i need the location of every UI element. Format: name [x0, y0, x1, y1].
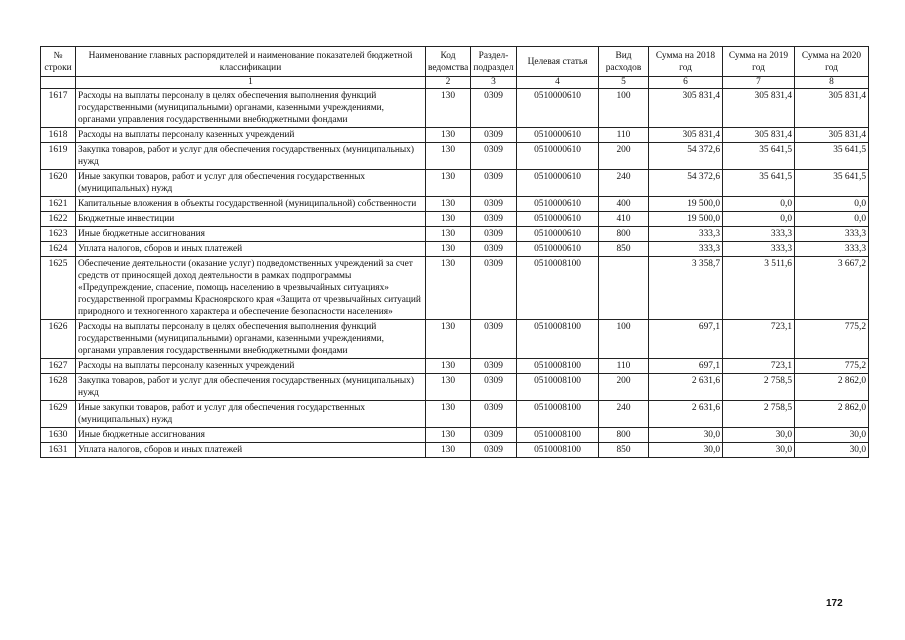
section-cell: 0309 [471, 428, 517, 443]
dept-code-cell: 130 [426, 443, 471, 458]
dept-code-cell: 130 [426, 170, 471, 197]
sum-2018-cell: 305 831,4 [649, 128, 723, 143]
table-row [41, 257, 869, 320]
section-cell: 0309 [471, 359, 517, 374]
column-number-row [41, 77, 869, 89]
sum-2020-cell: 2 862,0 [795, 401, 869, 428]
section-cell: 0309 [471, 212, 517, 227]
row-number-cell: 1622 [41, 212, 76, 227]
row-name-cell: Бюджетные инвестиции [76, 212, 426, 227]
row-name-cell: Расходы на выплаты персоналу в целях обеспечения выполнения функций государственными (муниципальными) органами, казенными учреждениями, органами управления государственными внебюджетными фондами [76, 89, 426, 128]
row-number-cell: 1631 [41, 443, 76, 458]
target-article-cell: 0510000610 [517, 170, 599, 197]
sum-2020-cell: 35 641,5 [795, 143, 869, 170]
row-name-cell: Иные бюджетные ассигнования [76, 428, 426, 443]
row-name-cell: Расходы на выплаты персоналу казенных учреждений [76, 359, 426, 374]
expense-type-cell: 110 [599, 128, 649, 143]
row-number-cell: 1629 [41, 401, 76, 428]
dept-code-cell: 130 [426, 374, 471, 401]
table-row [41, 428, 869, 443]
column-number: 7 [723, 77, 795, 89]
header-row [41, 47, 869, 77]
row-name-cell: Иные бюджетные ассигнования [76, 227, 426, 242]
sum-2018-cell: 19 500,0 [649, 197, 723, 212]
dept-code-cell: 130 [426, 401, 471, 428]
target-article-cell: 0510000610 [517, 128, 599, 143]
sum-2019-cell: 723,1 [723, 359, 795, 374]
row-number-cell: 1627 [41, 359, 76, 374]
target-article-cell: 0510000610 [517, 143, 599, 170]
dept-code-cell: 130 [426, 257, 471, 320]
sum-2018-cell: 54 372,6 [649, 143, 723, 170]
table-row [41, 359, 869, 374]
sum-2019-cell: 3 511,6 [723, 257, 795, 320]
sum-2020-cell: 35 641,5 [795, 170, 869, 197]
target-article-cell: 0510000610 [517, 242, 599, 257]
table-row [41, 227, 869, 242]
sum-2020-cell: 0,0 [795, 212, 869, 227]
sum-2019-cell: 0,0 [723, 212, 795, 227]
sum-2020-cell: 305 831,4 [795, 89, 869, 128]
expense-type-cell: 410 [599, 212, 649, 227]
sum-2019-cell: 35 641,5 [723, 170, 795, 197]
sum-2019-cell: 305 831,4 [723, 128, 795, 143]
header-target: Целевая статья [517, 47, 599, 77]
target-article-cell: 0510008100 [517, 257, 599, 320]
target-article-cell: 0510000610 [517, 227, 599, 242]
header-dept-code: Код ведомства [426, 47, 471, 77]
expense-type-cell: 240 [599, 170, 649, 197]
row-number-cell: 1620 [41, 170, 76, 197]
sum-2018-cell: 54 372,6 [649, 170, 723, 197]
expense-type-cell: 800 [599, 428, 649, 443]
target-article-cell: 0510008100 [517, 401, 599, 428]
target-article-cell: 0510008100 [517, 359, 599, 374]
row-name-cell: Уплата налогов, сборов и иных платежей [76, 443, 426, 458]
row-number-cell: 1617 [41, 89, 76, 128]
sum-2020-cell: 0,0 [795, 197, 869, 212]
table-row [41, 374, 869, 401]
section-cell: 0309 [471, 89, 517, 128]
sum-2020-cell: 775,2 [795, 320, 869, 359]
target-article-cell: 0510008100 [517, 374, 599, 401]
section-cell: 0309 [471, 227, 517, 242]
sum-2019-cell: 35 641,5 [723, 143, 795, 170]
sum-2019-cell: 0,0 [723, 197, 795, 212]
section-cell: 0309 [471, 143, 517, 170]
header-sum-2018: Сумма на 2018 год [649, 47, 723, 77]
sum-2018-cell: 697,1 [649, 359, 723, 374]
sum-2020-cell: 30,0 [795, 428, 869, 443]
expense-type-cell: 850 [599, 443, 649, 458]
target-article-cell: 0510008100 [517, 428, 599, 443]
sum-2018-cell: 305 831,4 [649, 89, 723, 128]
row-name-cell: Закупка товаров, работ и услуг для обеспечения государственных (муниципальных) нужд [76, 374, 426, 401]
dept-code-cell: 130 [426, 428, 471, 443]
dept-code-cell: 130 [426, 359, 471, 374]
expense-type-cell [599, 257, 649, 320]
section-cell: 0309 [471, 170, 517, 197]
sum-2020-cell: 3 667,2 [795, 257, 869, 320]
expense-type-cell: 800 [599, 227, 649, 242]
row-number-cell: 1630 [41, 428, 76, 443]
row-name-cell: Обеспечение деятельности (оказание услуг) подведомственных учреждений за счет средств от приносящей доход деятельности в рамках подпрограммы «Предупреждение, спасение, помощь населению в чрезвычайных ситуациях» государственной программы Красноярского края «Защита от чрезвычайных ситуаций природного и техногенного характера и обеспечение безопасности населения» [76, 257, 426, 320]
dept-code-cell: 130 [426, 320, 471, 359]
sum-2018-cell: 333,3 [649, 242, 723, 257]
row-name-cell: Капитальные вложения в объекты государственной (муниципальной) собственности [76, 197, 426, 212]
expense-type-cell: 110 [599, 359, 649, 374]
header-row-no: № строки [41, 47, 76, 77]
table-row [41, 89, 869, 128]
table-row [41, 170, 869, 197]
table-row [41, 401, 869, 428]
dept-code-cell: 130 [426, 242, 471, 257]
table-row [41, 128, 869, 143]
sum-2020-cell: 333,3 [795, 227, 869, 242]
column-number: 4 [517, 77, 599, 89]
sum-2020-cell: 30,0 [795, 443, 869, 458]
column-number: 3 [471, 77, 517, 89]
sum-2018-cell: 333,3 [649, 227, 723, 242]
expense-type-cell: 100 [599, 89, 649, 128]
sum-2018-cell: 697,1 [649, 320, 723, 359]
expense-type-cell: 850 [599, 242, 649, 257]
column-number: 6 [649, 77, 723, 89]
expense-type-cell: 100 [599, 320, 649, 359]
sum-2019-cell: 305 831,4 [723, 89, 795, 128]
sum-2018-cell: 19 500,0 [649, 212, 723, 227]
section-cell: 0309 [471, 128, 517, 143]
section-cell: 0309 [471, 257, 517, 320]
sum-2019-cell: 2 758,5 [723, 374, 795, 401]
section-cell: 0309 [471, 401, 517, 428]
row-name-cell: Иные закупки товаров, работ и услуг для обеспечения государственных (муниципальных) нужд [76, 401, 426, 428]
sum-2019-cell: 333,3 [723, 242, 795, 257]
row-name-cell: Расходы на выплаты персоналу в целях обеспечения выполнения функций государственными (муниципальными) органами, казенными учреждениями, органами управления государственными внебюджетными фондами [76, 320, 426, 359]
dept-code-cell: 130 [426, 212, 471, 227]
expense-type-cell: 200 [599, 374, 649, 401]
row-number-cell: 1619 [41, 143, 76, 170]
expense-type-cell: 200 [599, 143, 649, 170]
row-number-cell: 1618 [41, 128, 76, 143]
dept-code-cell: 130 [426, 128, 471, 143]
target-article-cell: 0510000610 [517, 212, 599, 227]
header-sum-2020: Сумма на 2020 год [795, 47, 869, 77]
column-number [41, 77, 76, 89]
section-cell: 0309 [471, 443, 517, 458]
target-article-cell: 0510000610 [517, 197, 599, 212]
column-number: 5 [599, 77, 649, 89]
section-cell: 0309 [471, 374, 517, 401]
header-sum-2019: Сумма на 2019 год [723, 47, 795, 77]
sum-2020-cell: 305 831,4 [795, 128, 869, 143]
target-article-cell: 0510008100 [517, 443, 599, 458]
row-name-cell: Уплата налогов, сборов и иных платежей [76, 242, 426, 257]
column-number: 8 [795, 77, 869, 89]
sum-2018-cell: 30,0 [649, 443, 723, 458]
expense-type-cell: 240 [599, 401, 649, 428]
dept-code-cell: 130 [426, 197, 471, 212]
table-row [41, 143, 869, 170]
dept-code-cell: 130 [426, 89, 471, 128]
row-name-cell: Закупка товаров, работ и услуг для обеспечения государственных (муниципальных) нужд [76, 143, 426, 170]
target-article-cell: 0510008100 [517, 320, 599, 359]
section-cell: 0309 [471, 320, 517, 359]
header-name: Наименование главных распорядителей и наименование показателей бюджетной классификации [76, 47, 426, 77]
dept-code-cell: 130 [426, 143, 471, 170]
row-number-cell: 1624 [41, 242, 76, 257]
table-row [41, 242, 869, 257]
section-cell: 0309 [471, 197, 517, 212]
header-section: Раздел- подраздел [471, 47, 517, 77]
budget-table [40, 46, 869, 458]
budget-table-sheet [40, 46, 868, 458]
section-cell: 0309 [471, 242, 517, 257]
column-number: 1 [76, 77, 426, 89]
sum-2019-cell: 30,0 [723, 428, 795, 443]
row-number-cell: 1621 [41, 197, 76, 212]
table-row [41, 320, 869, 359]
row-name-cell: Расходы на выплаты персоналу казенных учреждений [76, 128, 426, 143]
row-number-cell: 1625 [41, 257, 76, 320]
row-number-cell: 1628 [41, 374, 76, 401]
target-article-cell: 0510000610 [517, 89, 599, 128]
table-body [41, 89, 869, 458]
dept-code-cell: 130 [426, 227, 471, 242]
expense-type-cell: 400 [599, 197, 649, 212]
sum-2020-cell: 333,3 [795, 242, 869, 257]
row-number-cell: 1623 [41, 227, 76, 242]
row-name-cell: Иные закупки товаров, работ и услуг для обеспечения государственных (муниципальных) нужд [76, 170, 426, 197]
sum-2018-cell: 3 358,7 [649, 257, 723, 320]
table-row [41, 212, 869, 227]
column-number: 2 [426, 77, 471, 89]
sum-2019-cell: 30,0 [723, 443, 795, 458]
sum-2018-cell: 2 631,6 [649, 401, 723, 428]
table-row [41, 197, 869, 212]
sum-2020-cell: 775,2 [795, 359, 869, 374]
sum-2019-cell: 723,1 [723, 320, 795, 359]
sum-2018-cell: 30,0 [649, 428, 723, 443]
sum-2018-cell: 2 631,6 [649, 374, 723, 401]
sum-2020-cell: 2 862,0 [795, 374, 869, 401]
header-expense-type: Вид расходов [599, 47, 649, 77]
sum-2019-cell: 333,3 [723, 227, 795, 242]
page-number: 172 [826, 598, 843, 609]
table-row [41, 443, 869, 458]
row-number-cell: 1626 [41, 320, 76, 359]
sum-2019-cell: 2 758,5 [723, 401, 795, 428]
